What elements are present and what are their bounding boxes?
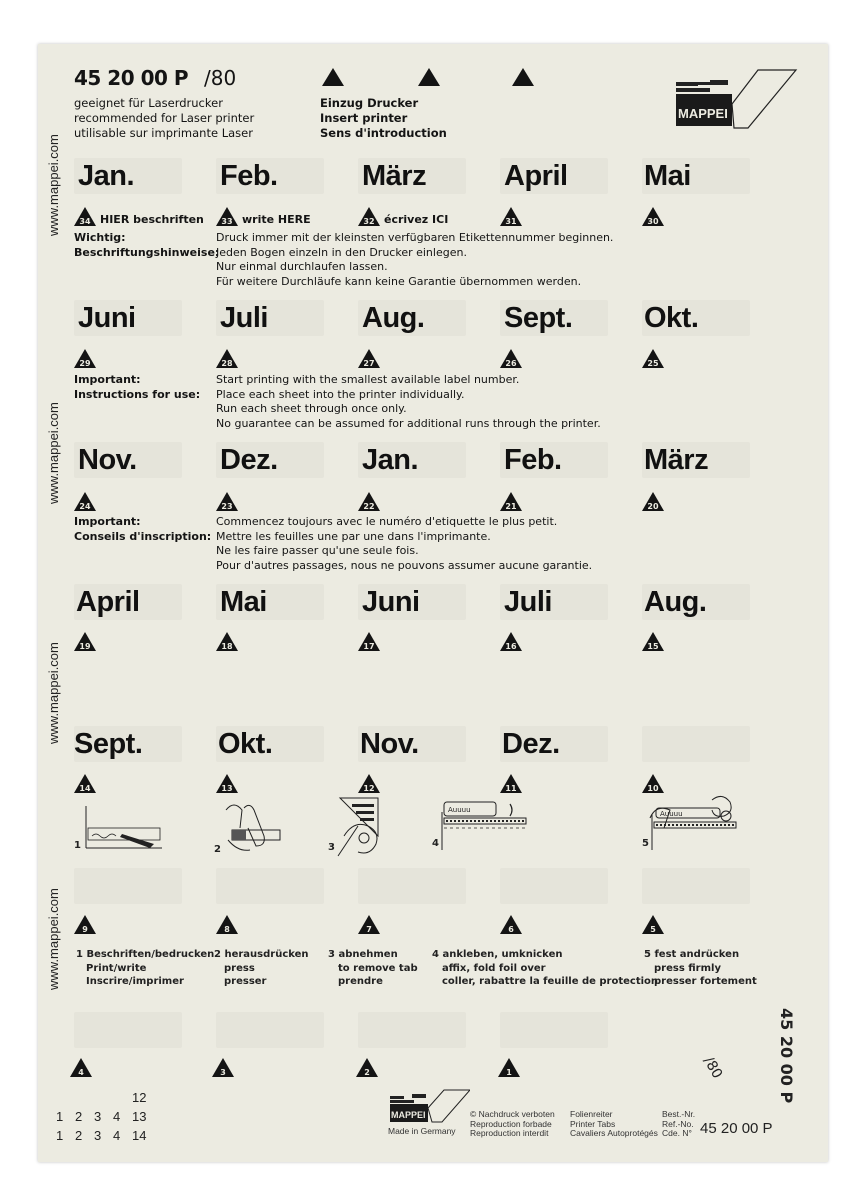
svg-text:1: 1 bbox=[74, 840, 81, 850]
label-number-triangle-icon bbox=[642, 915, 664, 934]
product-type-text bbox=[570, 1110, 658, 1139]
svg-text:15: 15 bbox=[647, 642, 659, 651]
svg-text:33: 33 bbox=[221, 217, 233, 226]
label-number-triangle-icon bbox=[74, 492, 96, 511]
grid-cell: 4 bbox=[113, 1109, 121, 1124]
website-text: www.mappei.com bbox=[46, 888, 61, 990]
label-number-triangle-icon bbox=[216, 207, 238, 226]
step-number: 4 bbox=[432, 949, 439, 960]
step-de: fest andrücken bbox=[654, 949, 740, 960]
label-number-triangle-icon bbox=[358, 207, 380, 226]
svg-text:22: 22 bbox=[363, 502, 375, 511]
instr-label: Important: bbox=[74, 515, 141, 528]
grid-cell bbox=[113, 1088, 132, 1107]
grid-cell: 12 bbox=[132, 1090, 147, 1105]
step-en: press firmly bbox=[654, 962, 721, 974]
instr-line: Für weitere Durchläufe kann keine Garantie übernommen werden. bbox=[216, 274, 582, 288]
svg-text:32: 32 bbox=[363, 217, 375, 226]
step-en: to remove tab bbox=[338, 962, 418, 974]
label-number-triangle-icon bbox=[500, 774, 522, 793]
instr-label: Wichtig: bbox=[74, 231, 126, 244]
label-number-triangle-icon bbox=[70, 1058, 92, 1077]
month-label: Sept. bbox=[504, 302, 573, 334]
ref-label: Ref.-No. bbox=[662, 1118, 694, 1129]
feed-arrow-icon bbox=[512, 68, 534, 86]
month-label: Feb. bbox=[220, 160, 278, 192]
month-label: Okt. bbox=[218, 728, 273, 760]
label-number-triangle-icon bbox=[216, 774, 238, 793]
label-number-triangle-icon bbox=[642, 632, 664, 651]
month-label: Mai bbox=[644, 160, 691, 192]
instr-line: Place each sheet into the printer individually. bbox=[216, 387, 465, 401]
step-de: ankleben, umknicken bbox=[442, 949, 563, 960]
grid-cell bbox=[56, 1088, 75, 1107]
label-number-triangle-icon bbox=[212, 1058, 234, 1077]
svg-text:1: 1 bbox=[506, 1068, 512, 1077]
rotated-quantity: /80 bbox=[700, 1054, 726, 1082]
month-label: Juli bbox=[504, 586, 552, 618]
instr-line: Commencez toujours avec le numéro d'etiquette le plus petit. bbox=[216, 515, 558, 528]
month-label: Jan. bbox=[78, 160, 135, 192]
svg-text:27: 27 bbox=[363, 359, 375, 368]
month-label: Aug. bbox=[644, 586, 707, 618]
feed-direction-en: Insert printer bbox=[320, 111, 408, 125]
svg-text:MAPPEI: MAPPEI bbox=[678, 106, 728, 121]
svg-text:17: 17 bbox=[363, 642, 375, 651]
feed-direction-de: Einzug Drucker bbox=[320, 96, 419, 110]
footer-mappei-logo bbox=[388, 1088, 470, 1129]
grid-cell: 14 bbox=[132, 1128, 147, 1143]
product-type-line: Printer Tabs bbox=[570, 1118, 616, 1129]
grid-cell bbox=[94, 1088, 113, 1107]
website-text: www.mappei.com bbox=[46, 642, 61, 744]
ref-labels bbox=[662, 1110, 695, 1139]
svg-text:19: 19 bbox=[79, 642, 91, 651]
label-number-triangle-icon bbox=[74, 632, 96, 651]
svg-text:13: 13 bbox=[221, 784, 233, 793]
mappei-logo bbox=[674, 68, 799, 137]
grid-cell: 2 bbox=[75, 1128, 83, 1143]
step-fr: presser bbox=[224, 976, 267, 987]
month-label: Juni bbox=[78, 302, 136, 334]
label-tab[interactable] bbox=[358, 868, 466, 904]
step-de: herausdrücken bbox=[224, 949, 309, 960]
grid-cell: 4 bbox=[113, 1128, 121, 1143]
step-caption-2 bbox=[214, 948, 309, 989]
step-fr: coller, rabattre la feuille de protection bbox=[442, 976, 659, 987]
month-label: Nov. bbox=[78, 444, 137, 476]
label-tab[interactable] bbox=[74, 868, 182, 904]
grid-cell: 1 bbox=[56, 1128, 64, 1143]
instr-line: Start printing with the smallest available label number. bbox=[216, 373, 520, 386]
label-number-triangle-icon bbox=[74, 349, 96, 368]
instr-line: Ne les faire passer qu'une seule fois. bbox=[216, 544, 419, 557]
month-label: April bbox=[504, 160, 568, 192]
svg-text:MAPPEI: MAPPEI bbox=[391, 1110, 426, 1120]
product-type-line: Cavaliers Autoprotégés bbox=[570, 1128, 658, 1138]
label-number-triangle-icon bbox=[216, 915, 238, 934]
step-2-press-pictogram bbox=[214, 800, 284, 863]
label-tab[interactable] bbox=[358, 1012, 466, 1048]
suitability-de: geeignet für Laserdrucker bbox=[74, 96, 223, 110]
label-sheet bbox=[38, 44, 828, 1162]
suitability-fr: utilisable sur imprimante Laser bbox=[74, 126, 253, 140]
svg-text:28: 28 bbox=[221, 359, 233, 368]
label-number-triangle-icon bbox=[358, 774, 380, 793]
svg-text:31: 31 bbox=[505, 217, 517, 226]
step-fr: Inscrire/imprimer bbox=[86, 976, 184, 987]
step-number: 3 bbox=[328, 949, 335, 960]
label-number-triangle-icon bbox=[358, 349, 380, 368]
label-number-triangle-icon bbox=[216, 492, 238, 511]
instr-line: Nur einmal durchlaufen lassen. bbox=[216, 260, 388, 273]
svg-text:7: 7 bbox=[366, 925, 372, 934]
label-number-triangle-icon bbox=[500, 632, 522, 651]
label-number-triangle-icon bbox=[358, 632, 380, 651]
svg-text:21: 21 bbox=[505, 502, 517, 511]
instr-line: Pour d'autres passages, nous ne pouvons assumer aucune garantie. bbox=[216, 558, 593, 572]
step-de: abnehmen bbox=[338, 949, 398, 960]
label-number-triangle-icon bbox=[500, 915, 522, 934]
grid-cell: 3 bbox=[94, 1128, 102, 1143]
svg-text:Auuuu: Auuuu bbox=[448, 806, 471, 814]
svg-text:3: 3 bbox=[220, 1068, 226, 1077]
write-here-hint: HIER beschriften bbox=[100, 213, 204, 226]
write-here-hint: écrivez ICI bbox=[384, 213, 449, 226]
suitability-text bbox=[74, 96, 254, 141]
label-number-triangle-icon bbox=[74, 207, 96, 226]
grid-cell: 13 bbox=[132, 1109, 147, 1124]
svg-text:6: 6 bbox=[508, 925, 514, 934]
suitability-en: recommended for Laser printer bbox=[74, 111, 255, 125]
product-code: 45 20 00 P bbox=[74, 66, 189, 90]
label-tab[interactable] bbox=[642, 726, 750, 762]
instr-line: Druck immer mit der kleinsten verfügbaren Etikettennummer beginnen. bbox=[216, 231, 614, 244]
svg-text:34: 34 bbox=[79, 217, 91, 226]
step-fr: presser fortement bbox=[654, 976, 757, 987]
grid-cell: 1 bbox=[56, 1109, 64, 1124]
rotated-product-code: 45 20 00 P bbox=[777, 1008, 796, 1104]
step-1-write-pictogram bbox=[74, 802, 164, 855]
instr-label: Instructions for use: bbox=[74, 387, 201, 401]
instr-line: Mettre les feuilles une par une dans l'imprimante. bbox=[216, 529, 491, 543]
month-label: Okt. bbox=[644, 302, 699, 334]
month-label: Sept. bbox=[74, 728, 143, 760]
svg-text:25: 25 bbox=[647, 359, 659, 368]
copyright-text bbox=[470, 1110, 555, 1139]
label-number-triangle-icon bbox=[642, 349, 664, 368]
label-number-triangle-icon bbox=[642, 492, 664, 511]
month-label: Feb. bbox=[504, 444, 562, 476]
feed-direction-text bbox=[320, 96, 447, 141]
step-caption-3 bbox=[328, 948, 418, 989]
copyright-line: Reproduction forbade bbox=[470, 1118, 552, 1129]
svg-text:10: 10 bbox=[647, 784, 659, 793]
write-here-hint: write HERE bbox=[242, 213, 311, 226]
label-number-triangle-icon bbox=[642, 774, 664, 793]
svg-text:5: 5 bbox=[642, 838, 649, 849]
month-label: Dez. bbox=[220, 444, 278, 476]
step-en: Print/write bbox=[86, 962, 147, 974]
label-number-triangle-icon bbox=[500, 492, 522, 511]
step-en: affix, fold foil over bbox=[442, 962, 546, 974]
svg-text:Auuuu: Auuuu bbox=[660, 810, 683, 818]
label-number-triangle-icon bbox=[356, 1058, 378, 1077]
month-label: April bbox=[76, 586, 140, 618]
svg-text:24: 24 bbox=[79, 502, 91, 511]
svg-text:5: 5 bbox=[650, 925, 656, 934]
tab-count-grid bbox=[56, 1088, 154, 1145]
label-tab[interactable] bbox=[216, 868, 324, 904]
step-en: press bbox=[224, 962, 255, 974]
label-tab[interactable] bbox=[500, 1012, 608, 1048]
ref-label: Best.-Nr. bbox=[662, 1109, 696, 1119]
copyright-line: © Nachdruck verboten bbox=[470, 1109, 555, 1119]
step-5-press-firmly-pictogram bbox=[642, 794, 738, 857]
step-caption-1 bbox=[76, 948, 214, 989]
step-fr: prendre bbox=[338, 976, 383, 987]
svg-text:8: 8 bbox=[224, 925, 230, 934]
grid-cell: 3 bbox=[94, 1109, 102, 1124]
month-label: Nov. bbox=[360, 728, 419, 760]
grid-cell bbox=[75, 1088, 94, 1107]
month-label: Juni bbox=[362, 586, 420, 618]
svg-text:29: 29 bbox=[79, 359, 91, 368]
svg-text:20: 20 bbox=[647, 502, 659, 511]
step-3-remove-tab-pictogram bbox=[328, 796, 398, 863]
step-de: Beschriften/bedrucken bbox=[86, 949, 215, 960]
month-label: März bbox=[644, 444, 709, 476]
month-label: Mai bbox=[220, 586, 267, 618]
step-number: 2 bbox=[214, 949, 221, 960]
svg-text:23: 23 bbox=[221, 502, 233, 511]
step-4-affix-pictogram bbox=[432, 800, 528, 857]
step-caption-5 bbox=[644, 948, 757, 989]
label-number-triangle-icon bbox=[500, 207, 522, 226]
svg-text:14: 14 bbox=[79, 784, 91, 793]
svg-text:4: 4 bbox=[432, 838, 439, 849]
month-label: Jan. bbox=[362, 444, 419, 476]
label-tab[interactable] bbox=[500, 868, 608, 904]
month-label: März bbox=[362, 160, 427, 192]
ref-label: Cde. N° bbox=[662, 1128, 692, 1138]
label-tab[interactable] bbox=[74, 1012, 182, 1048]
label-number-triangle-icon bbox=[500, 349, 522, 368]
step-number: 1 bbox=[76, 949, 83, 960]
label-number-triangle-icon bbox=[358, 492, 380, 511]
svg-text:3: 3 bbox=[328, 842, 335, 853]
svg-text:12: 12 bbox=[363, 784, 375, 793]
svg-text:30: 30 bbox=[647, 217, 659, 226]
grid-cell: 2 bbox=[75, 1109, 83, 1124]
instr-label: Beschriftungshinweise: bbox=[74, 245, 220, 259]
label-number-triangle-icon bbox=[74, 774, 96, 793]
instr-line: Run each sheet through once only. bbox=[216, 402, 407, 415]
svg-text:2: 2 bbox=[364, 1068, 370, 1077]
label-number-triangle-icon bbox=[216, 349, 238, 368]
instr-line: No guarantee can be assumed for additional runs through the printer. bbox=[216, 416, 601, 430]
feed-arrow-icon bbox=[322, 68, 344, 86]
label-tab[interactable] bbox=[216, 1012, 324, 1048]
svg-text:9: 9 bbox=[82, 925, 88, 934]
product-type-line: Folienreiter bbox=[570, 1109, 613, 1119]
instr-label: Conseils d'inscription: bbox=[74, 529, 212, 543]
label-number-triangle-icon bbox=[642, 207, 664, 226]
feed-direction-fr: Sens d'introduction bbox=[320, 126, 447, 140]
step-caption-4 bbox=[432, 948, 658, 989]
website-text: www.mappei.com bbox=[46, 402, 61, 504]
svg-text:11: 11 bbox=[505, 784, 517, 793]
month-label: Dez. bbox=[502, 728, 560, 760]
month-label: Juli bbox=[220, 302, 268, 334]
label-number-triangle-icon bbox=[74, 915, 96, 934]
website-text: www.mappei.com bbox=[46, 134, 61, 236]
label-tab[interactable] bbox=[642, 868, 750, 904]
footer-product-code: 45 20 00 P bbox=[700, 1120, 773, 1137]
step-number: 5 bbox=[644, 949, 651, 960]
month-label: Aug. bbox=[362, 302, 425, 334]
svg-text:16: 16 bbox=[505, 642, 517, 651]
feed-arrow-icon bbox=[418, 68, 440, 86]
label-number-triangle-icon bbox=[498, 1058, 520, 1077]
svg-text:18: 18 bbox=[221, 642, 233, 651]
quantity: /80 bbox=[204, 66, 237, 90]
instr-line: Jeden Bogen einzeln in den Drucker einlegen. bbox=[216, 245, 467, 259]
label-number-triangle-icon bbox=[358, 915, 380, 934]
instr-label: Important: bbox=[74, 373, 141, 386]
copyright-line: Reproduction interdit bbox=[470, 1128, 549, 1138]
label-number-triangle-icon bbox=[216, 632, 238, 651]
svg-text:2: 2 bbox=[214, 844, 221, 855]
svg-text:4: 4 bbox=[78, 1068, 84, 1077]
made-in-germany: Made in Germany bbox=[388, 1126, 456, 1136]
svg-text:26: 26 bbox=[505, 359, 517, 368]
